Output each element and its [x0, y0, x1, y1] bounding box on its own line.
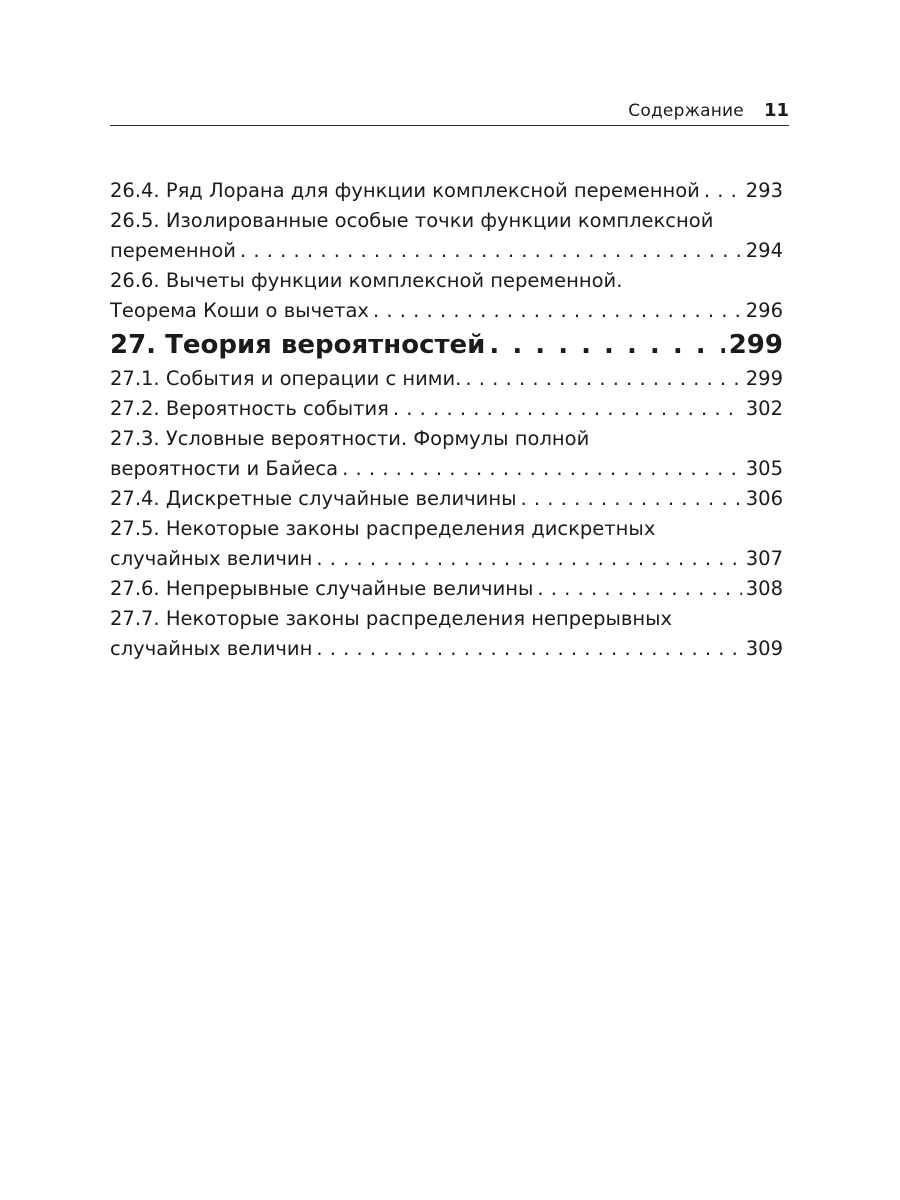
toc-entry-title: 27. Теория вероятностей [110, 330, 486, 360]
dot-leader [316, 544, 741, 574]
toc-line [110, 544, 783, 574]
toc-line [110, 394, 783, 424]
toc-line [110, 424, 783, 454]
toc-section-entry [110, 266, 783, 326]
toc-entry-title: случайных величин [110, 547, 313, 570]
dot-leader [520, 484, 741, 514]
toc-entry-title: случайных величин [110, 637, 313, 660]
dot-leader [465, 364, 741, 394]
toc-entry-title: 27.7. Некоторые законы распределения непрерывных [110, 607, 673, 630]
toc-entry-title: 27.1. События и операции с ними. [110, 367, 462, 390]
toc-entry-title: 26.4. Ряд Лорана для функции комплексной переменной [110, 179, 700, 202]
toc-section-entry [110, 424, 783, 484]
toc-entry-title: переменной [110, 239, 236, 262]
page-header [110, 98, 789, 126]
toc-line [110, 364, 783, 394]
toc-page-number: 299 [745, 367, 783, 390]
toc-page-number: 305 [745, 457, 783, 480]
dot-leader [537, 574, 741, 604]
toc-entry-title: 27.6. Непрерывные случайные величины [110, 577, 534, 600]
toc-section-entry [110, 394, 783, 424]
dot-leader [240, 236, 742, 266]
toc-line [110, 206, 783, 236]
toc-entry-title: 27.2. Вероятность события [110, 397, 389, 420]
toc-page-number: 296 [745, 299, 783, 322]
toc-line [110, 266, 783, 296]
running-title: Содержание [628, 101, 744, 121]
toc-entry-title: Теорема Коши о вычетах [110, 299, 369, 322]
toc-section-entry [110, 364, 783, 394]
toc-entry-title: 27.4. Дискретные случайные величины [110, 487, 517, 510]
toc-line [110, 514, 783, 544]
toc-section-entry [110, 604, 783, 664]
toc-line [110, 634, 783, 664]
toc-page-number: 302 [745, 397, 783, 420]
dot-leader [342, 454, 742, 484]
toc-line [110, 484, 783, 514]
toc-page-number: 299 [728, 330, 783, 360]
dot-leader [489, 326, 724, 364]
toc-entry-title: 26.6. Вычеты функции комплексной переменной. [110, 269, 623, 292]
toc-section-entry [110, 484, 783, 514]
toc-section-entry [110, 574, 783, 604]
dot-leader [316, 634, 741, 664]
table-of-contents [110, 176, 783, 664]
toc-page-number: 309 [745, 637, 783, 660]
toc-entry-title: 27.3. Условные вероятности. Формулы полной [110, 427, 590, 450]
dot-leader [393, 394, 742, 424]
toc-page-number: 306 [745, 487, 783, 510]
toc-entry-title: вероятности и Байеса [110, 457, 339, 480]
toc-section-entry [110, 176, 783, 206]
dot-leader [373, 296, 742, 326]
toc-chapter-entry [110, 326, 783, 364]
toc-line [110, 604, 783, 634]
toc-line [110, 296, 783, 326]
toc-section-entry [110, 206, 783, 266]
toc-entry-title: 26.5. Изолированные особые точки функции комплексной [110, 209, 714, 232]
toc-entry-title: 27.5. Некоторые законы распределения дискретных [110, 517, 656, 540]
toc-page-number: 307 [745, 547, 783, 570]
toc-line [110, 236, 783, 266]
dot-leader [704, 176, 742, 206]
toc-page-number: 293 [745, 179, 783, 202]
toc-page-number: 308 [745, 577, 783, 600]
toc-section-entry [110, 514, 783, 574]
toc-line [110, 454, 783, 484]
page-number: 11 [763, 100, 789, 121]
toc-line [110, 574, 783, 604]
toc-line [110, 326, 783, 364]
toc-page-number: 294 [745, 239, 783, 262]
toc-line [110, 176, 783, 206]
